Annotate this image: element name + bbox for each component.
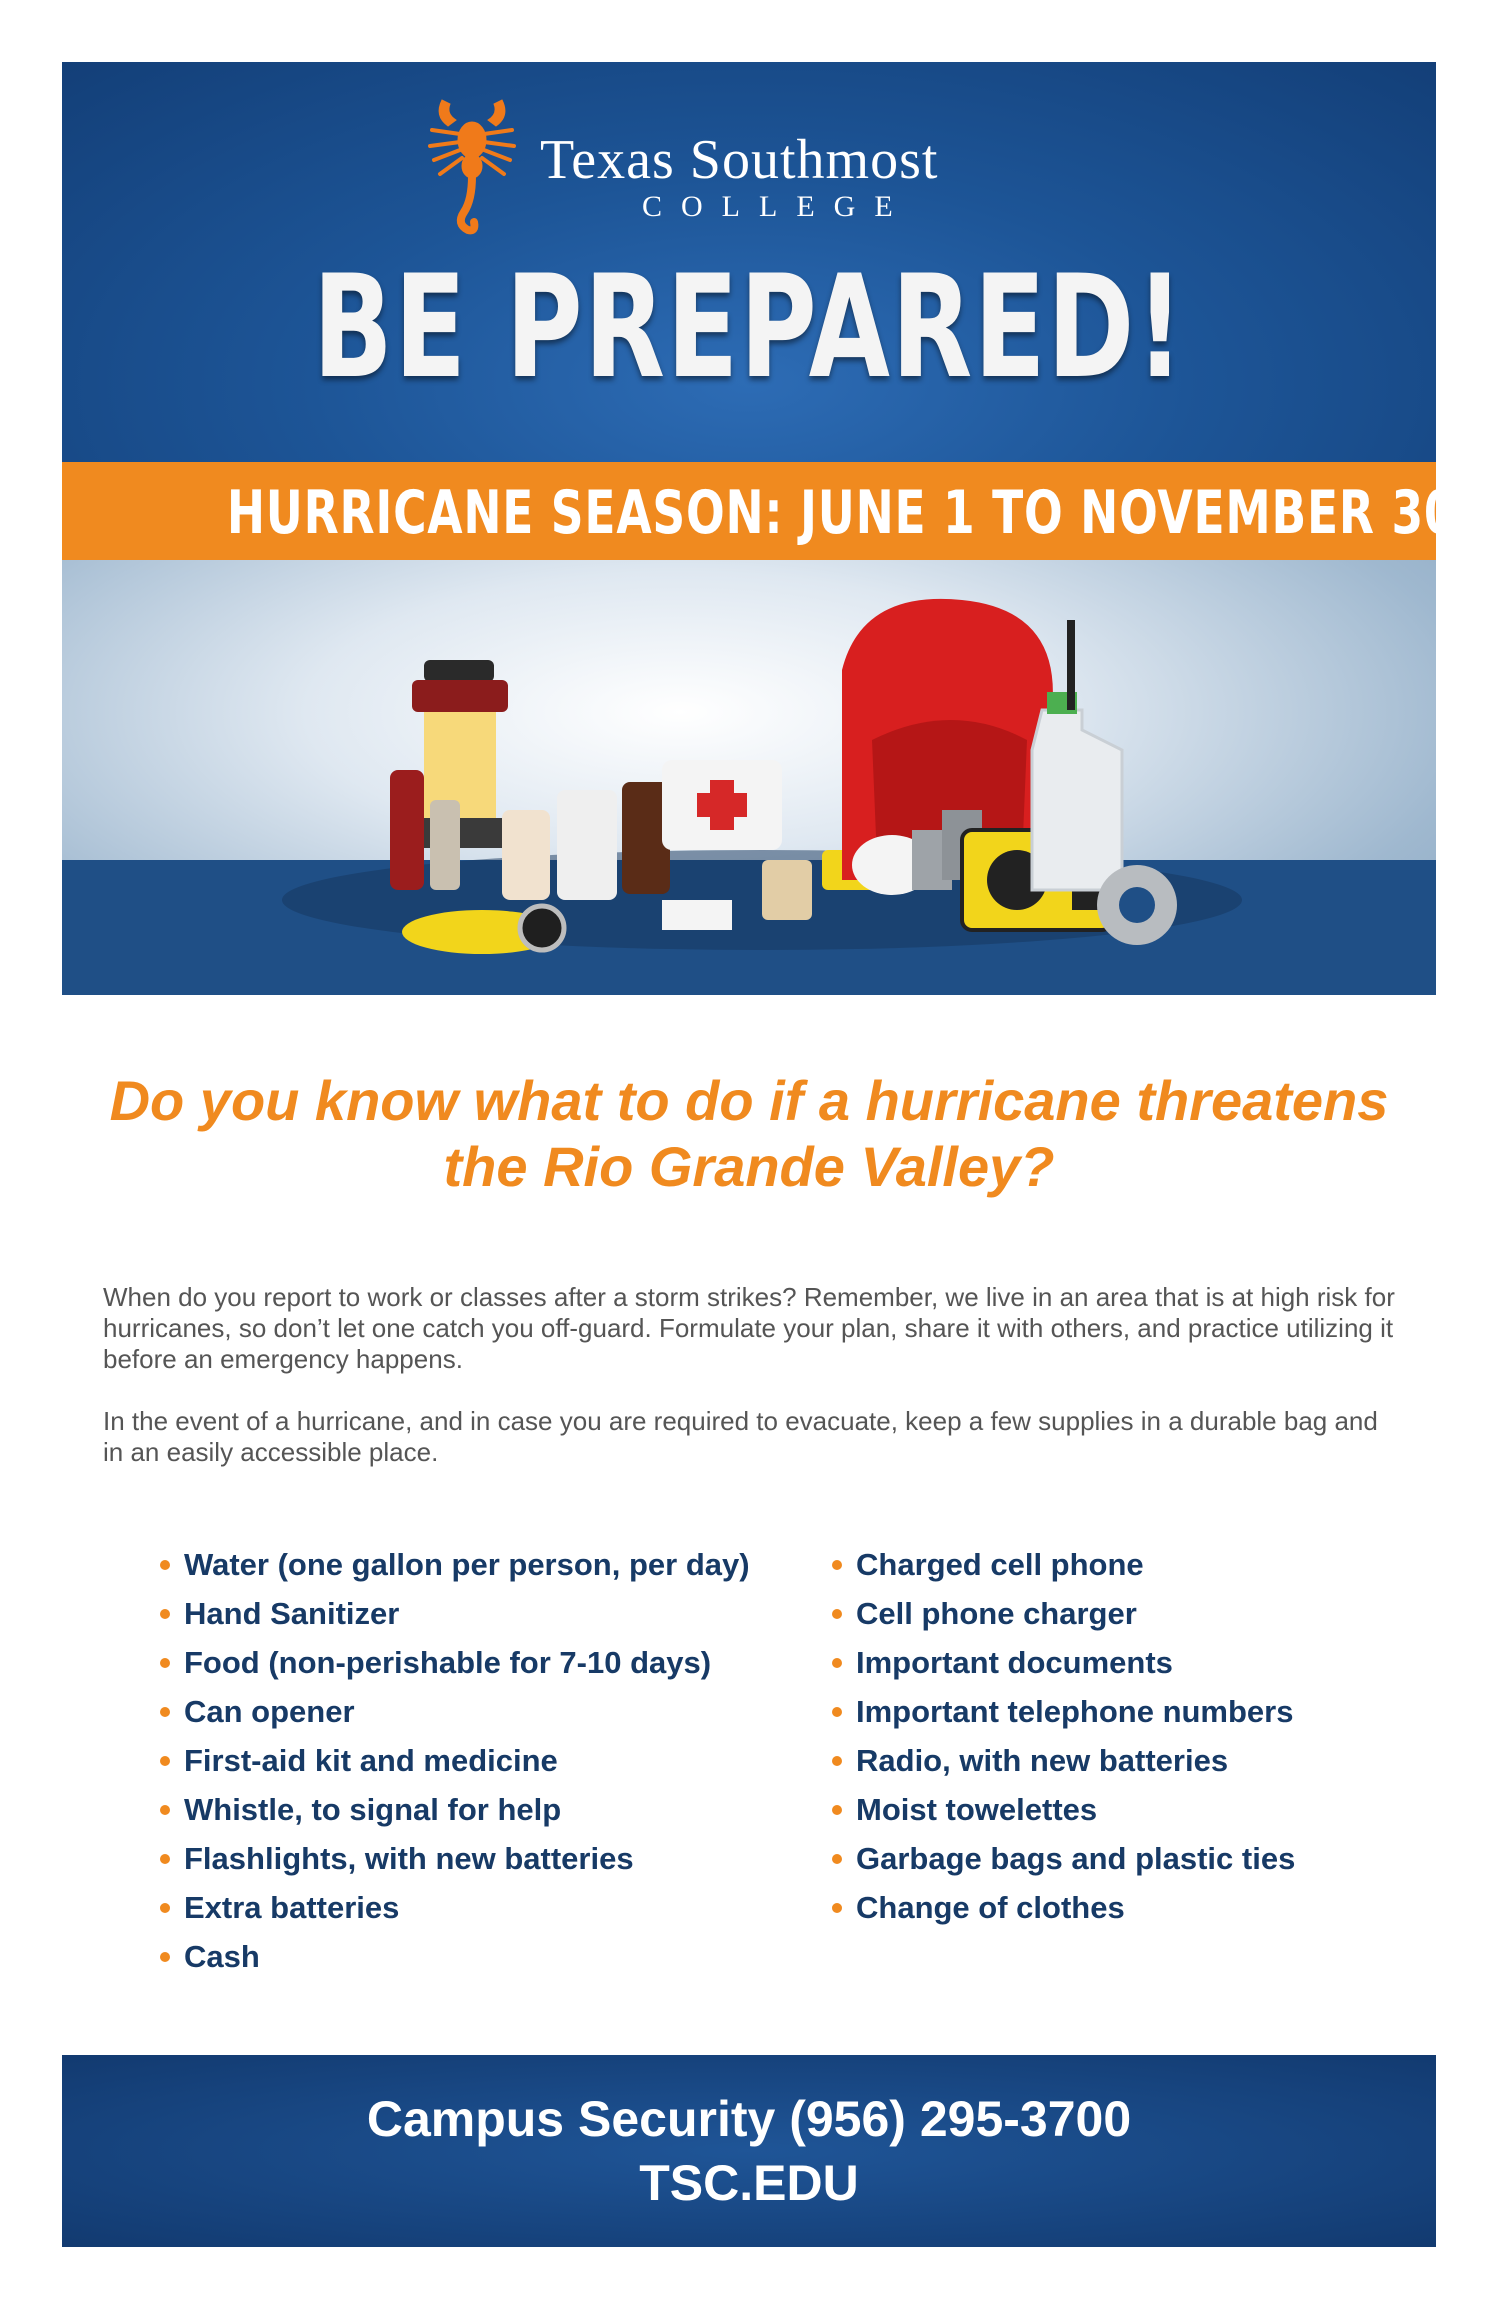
flashlight-icon [390, 770, 424, 890]
list-item: Food (non-perishable for 7-10 days) [160, 1638, 750, 1687]
bullet-icon [832, 1854, 842, 1864]
list-item: Charged cell phone [832, 1540, 1295, 1589]
supplies-photo [62, 560, 1436, 995]
first-aid-kit-icon [662, 760, 782, 850]
footer-banner [62, 2055, 1436, 2247]
bullet-icon [832, 1658, 842, 1668]
headline: BE PREPARED! [312, 245, 1186, 410]
bottle-icon [502, 810, 550, 900]
bullet-icon [160, 1805, 170, 1815]
list-item: Important documents [832, 1638, 1295, 1687]
college-logo [62, 90, 1436, 240]
bullet-icon [832, 1560, 842, 1570]
bullet-icon [832, 1609, 842, 1619]
list-item: Important telephone numbers [832, 1687, 1295, 1736]
bullet-icon [160, 1609, 170, 1619]
list-item: Moist towelettes [832, 1785, 1295, 1834]
bullet-icon [832, 1707, 842, 1717]
list-item: Flashlights, with new batteries [160, 1834, 750, 1883]
phone-icon [1067, 620, 1075, 710]
bullet-icon [160, 1952, 170, 1962]
campus-security-phone: Campus Security (956) 295-3700 [366, 2091, 1132, 2147]
list-item: Can opener [160, 1687, 750, 1736]
bullet-icon [832, 1756, 842, 1766]
intro-paragraph-1: When do you report to work or classes after a storm strikes? Remember, we live in an area that is at high risk for hurricanes, so don’t let one catch you off-guard. Formulate your plan, share it with others, and practice utilizing it before an emergency happens. [103, 1282, 1395, 1374]
website-link[interactable]: TSC.EDU [639, 2155, 859, 2211]
list-item: Cash [160, 1932, 750, 1981]
season-banner [62, 462, 1457, 560]
header-banner [62, 62, 1436, 462]
list-item: Radio, with new batteries [832, 1736, 1295, 1785]
water-jug-icon [1032, 710, 1122, 890]
bullet-icon [160, 1854, 170, 1864]
intro-question: Do you know what to do if a hurricane threatens the Rio Grande Valley? [109, 1069, 1389, 1198]
compass-icon [520, 906, 564, 950]
supplies-list-right [832, 1540, 1295, 1932]
list-item: First-aid kit and medicine [160, 1736, 750, 1785]
list-item: Garbage bags and plastic ties [832, 1834, 1295, 1883]
bullet-icon [160, 1658, 170, 1668]
list-item: Water (one gallon per person, per day) [160, 1540, 750, 1589]
college-name: Texas Southmost [540, 129, 939, 191]
bullet-icon [160, 1756, 170, 1766]
bullet-icon [160, 1707, 170, 1717]
intro-paragraph-2: In the event of a hurricane, and in case you are required to evacuate, keep a few supplies in a durable bag and in an easily accessible place. [103, 1406, 1378, 1467]
scorpion-logo-icon [412, 90, 532, 240]
list-item: Hand Sanitizer [160, 1589, 750, 1638]
list-item: Cell phone charger [832, 1589, 1295, 1638]
list-item: Whistle, to signal for help [160, 1785, 750, 1834]
bullet-icon [832, 1903, 842, 1913]
bullet-icon [160, 1560, 170, 1570]
bullet-icon [160, 1903, 170, 1913]
season-dates: HURRICANE SEASON: JUNE 1 TO NOVEMBER 30 [226, 478, 1457, 548]
bullet-icon [832, 1805, 842, 1815]
college-subtitle: COLLEGE [642, 190, 912, 223]
supplies-list-left [160, 1540, 750, 1981]
list-item: Extra batteries [160, 1883, 750, 1932]
list-item: Change of clothes [832, 1883, 1295, 1932]
